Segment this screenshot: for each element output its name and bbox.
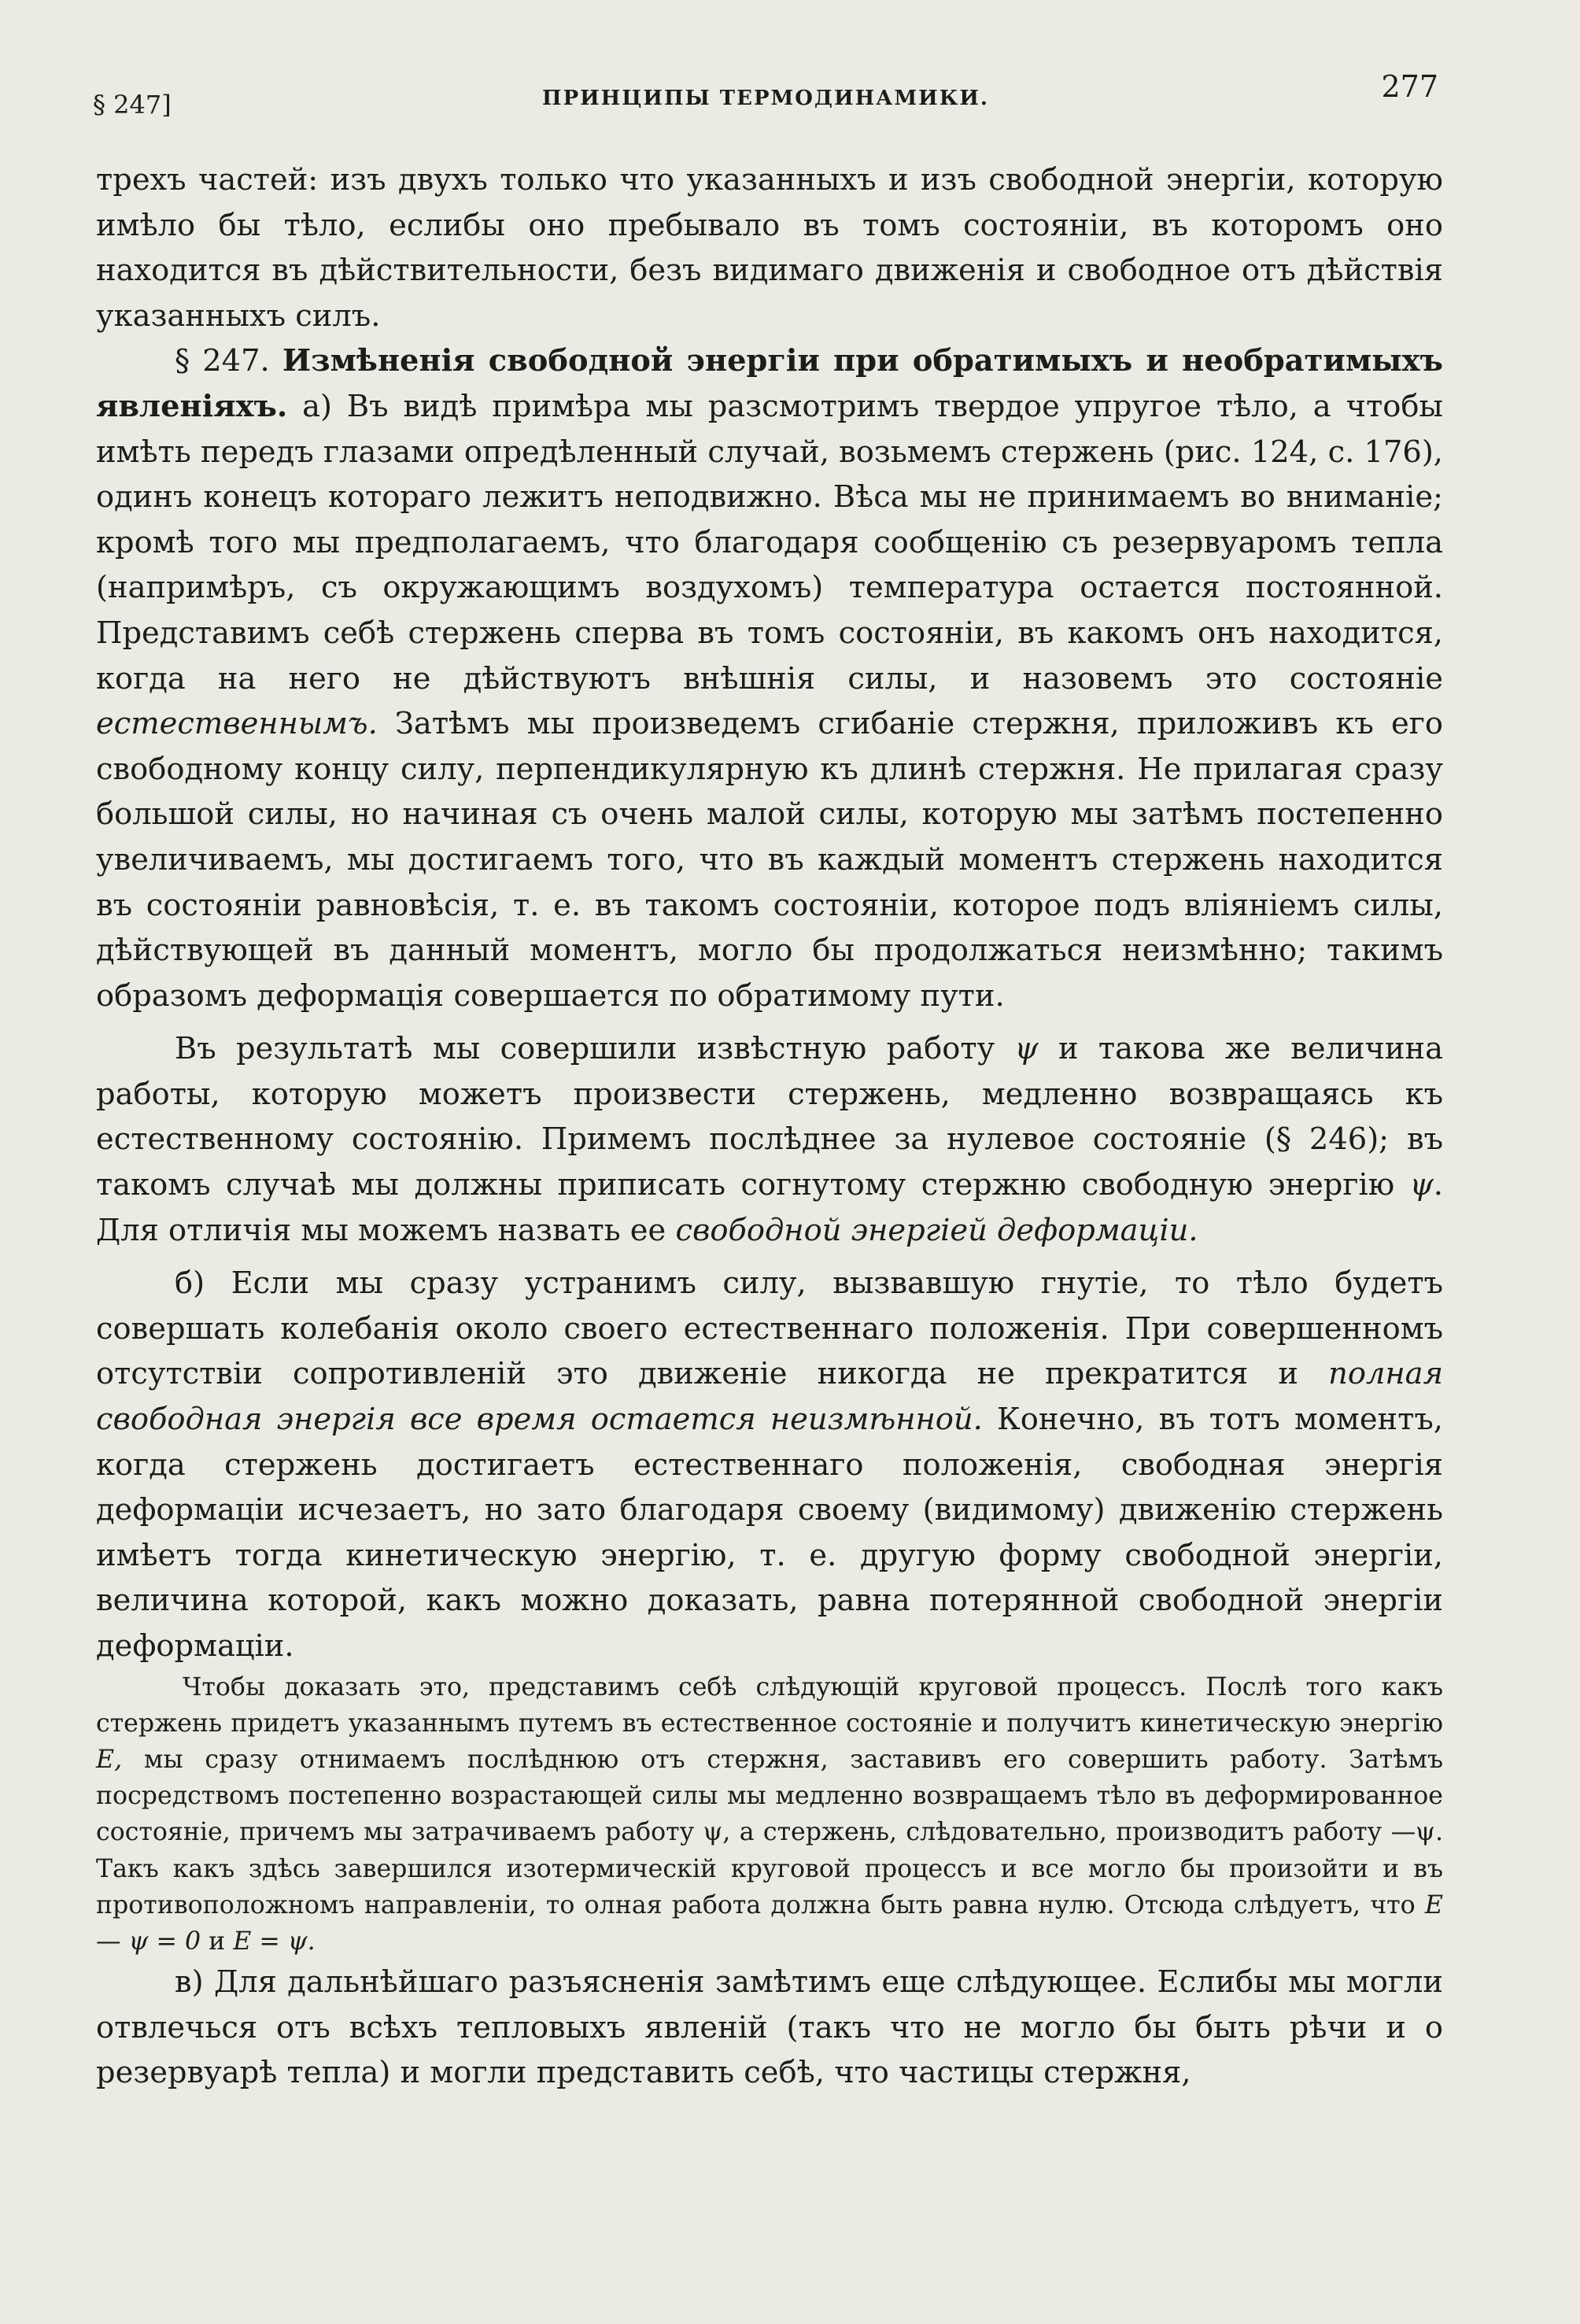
paragraph-result [96, 1026, 1443, 1253]
header-title: ПРИНЦИПЫ ТЕРМОДИНАМИКИ. [542, 87, 989, 110]
header-section-ref: § 247] [93, 90, 172, 120]
section-247-paragraph [96, 338, 1443, 1018]
paragraph-text: б) Если мы сразу устранимъ силу, вызвавшую гнутiе, то тѣло будетъ совершать колебанiя около своего естественнаго положенiя. При совершенномъ отсутствiи сопротивленiй это движенiе никогда не прекратится и [96, 1265, 1443, 1392]
proof-text: и [209, 1927, 226, 1956]
paragraph-text: Въ результатѣ мы совершили извѣстную работу [175, 1031, 995, 1067]
section-text-a: а) Въ видѣ примѣра мы разсмотримъ твердое упругое тѣло, а чтобы имѣть передъ глазами опредѣленный случай, возьмемъ стержень (рис. 124, с. 176), одинъ конецъ котораго лежитъ неподвижно. Вѣса мы не принимаемъ во вниманiе; кромѣ того мы предполагаемъ, что благодаря сообщенiю съ резервуаромъ тепла (напримѣръ, съ окружающимъ воздухомъ) температура остается постоянной. Представимъ себѣ стержень сперва въ томъ состоянiи, въ какомъ онъ находится, когда на него не дѣйствуютъ внѣшнiя силы, и назовемъ это состоянiе [96, 388, 1443, 696]
page-number: 277 [1381, 69, 1438, 104]
psi-symbol: ψ [1409, 1167, 1434, 1203]
section-number: § 247. [175, 343, 270, 379]
page-body [96, 157, 1443, 2096]
proof-text: Чтобы доказать это, представимъ себѣ слѣдующiй круговой процессъ. Послѣ того какъ стержень придетъ указаннымъ путемъ въ естественное состоянiе и получитъ кинетическую энергiю [96, 1672, 1443, 1738]
proof-text: мы сразу отнимаемъ послѣднюю отъ стержня, заставивъ его совершить работу. Затѣмъ посредствомъ постепенно возрастающей силы мы медленно возвращаемъ тѣло въ деформированное состоянiе, причемъ мы затрачиваемъ работу ψ, а стержень, слѣдовательно, производитъ работу —ψ. Такъ какъ здѣсь завершился изотермическiй круговой процессъ и все могло бы произойти и въ противоположномъ направленiи, то олная работа должна быть равна нулю. Отсюда слѣдуетъ, что [96, 1746, 1443, 1919]
energy-symbol: E, [96, 1746, 123, 1774]
paragraph-c: в) Для дальнѣйшаго разъясненiя замѣтимъ еще слѣдующее. Еслибы мы могли отвлечься отъ всѣхъ тепловыхъ явленiй (такъ что не могло бы быть рѣчи и о резервуарѣ тепла) и могли представить себѣ, что частицы стержня, [96, 1964, 1443, 2091]
paragraph-continuation: трехъ частей: изъ двухъ только что указанныхъ и изъ свободной энергiи, которую имѣло бы тѣло, еслибы оно пребывало въ томъ состоянiи, въ которомъ оно находится въ дѣйствительности, безъ видимаго движенiя и свободное отъ дѣйствiя указанныхъ силъ. [96, 162, 1443, 334]
psi-symbol: ψ [1014, 1031, 1039, 1067]
section-title: Измѣненiя свободной энергiи при обратимыхъ и необратимыхъ явленiяхъ. [96, 343, 1443, 424]
emphasis-total-energy: полная свободная энергiя все время остается неизмѣнной. [96, 1356, 1443, 1438]
running-header [93, 69, 1438, 120]
equation: E — ψ = 0 [96, 1890, 1443, 1956]
paragraph-text: Конечно, въ тотъ моментъ, когда стержень достигаетъ естественнаго положенiя, свободная энергiя деформацiи исчезаетъ, но зато благодаря своему (видимому) движенiю стержень имѣетъ тогда кинетическую энергiю, т. е. другую форму свободной энергiи, величина которой, какъ можно доказать, равна потерянной свободной энергiи деформацiи. [96, 1402, 1443, 1664]
small-print-proof [96, 1669, 1443, 1960]
section-text-a2: Затѣмъ мы произведемъ сгибанiе стержня, приложивъ къ его свободному концу силу, перпендикулярную къ длинѣ стержня. Не прилагая сразу большой силы, но начиная съ очень малой силы, которую мы затѣмъ постепенно увеличиваемъ, мы достигаемъ того, что въ каждый моментъ стержень находится въ состоянiи равновѣсiя, т. е. въ такомъ состоянiи, которое подъ влiянiемъ силы, дѣйствующей въ данный моментъ, могло бы продолжаться неизмѣнно; такимъ образомъ деформацiя совершается по обратимому пути. [96, 706, 1443, 1014]
paragraph-text: и такова же величина работы, которую можетъ произвести стержень, медленно возвращаясь къ естественному состоянiю. Примемъ послѣднее за нулевое состоянiе (§ 246); въ такомъ случаѣ мы должны приписать согнутому стержню свободную энергiю [96, 1031, 1443, 1203]
equation: E = ψ. [233, 1927, 316, 1956]
paragraph-b [96, 1261, 1443, 1668]
paragraph-text: . Для отличiя мы можемъ назвать ее [96, 1167, 1443, 1248]
emphasis-deformation-energy: свободной энергiей деформацiи. [675, 1212, 1198, 1248]
emphasis-natural: естественнымъ. [96, 706, 378, 742]
